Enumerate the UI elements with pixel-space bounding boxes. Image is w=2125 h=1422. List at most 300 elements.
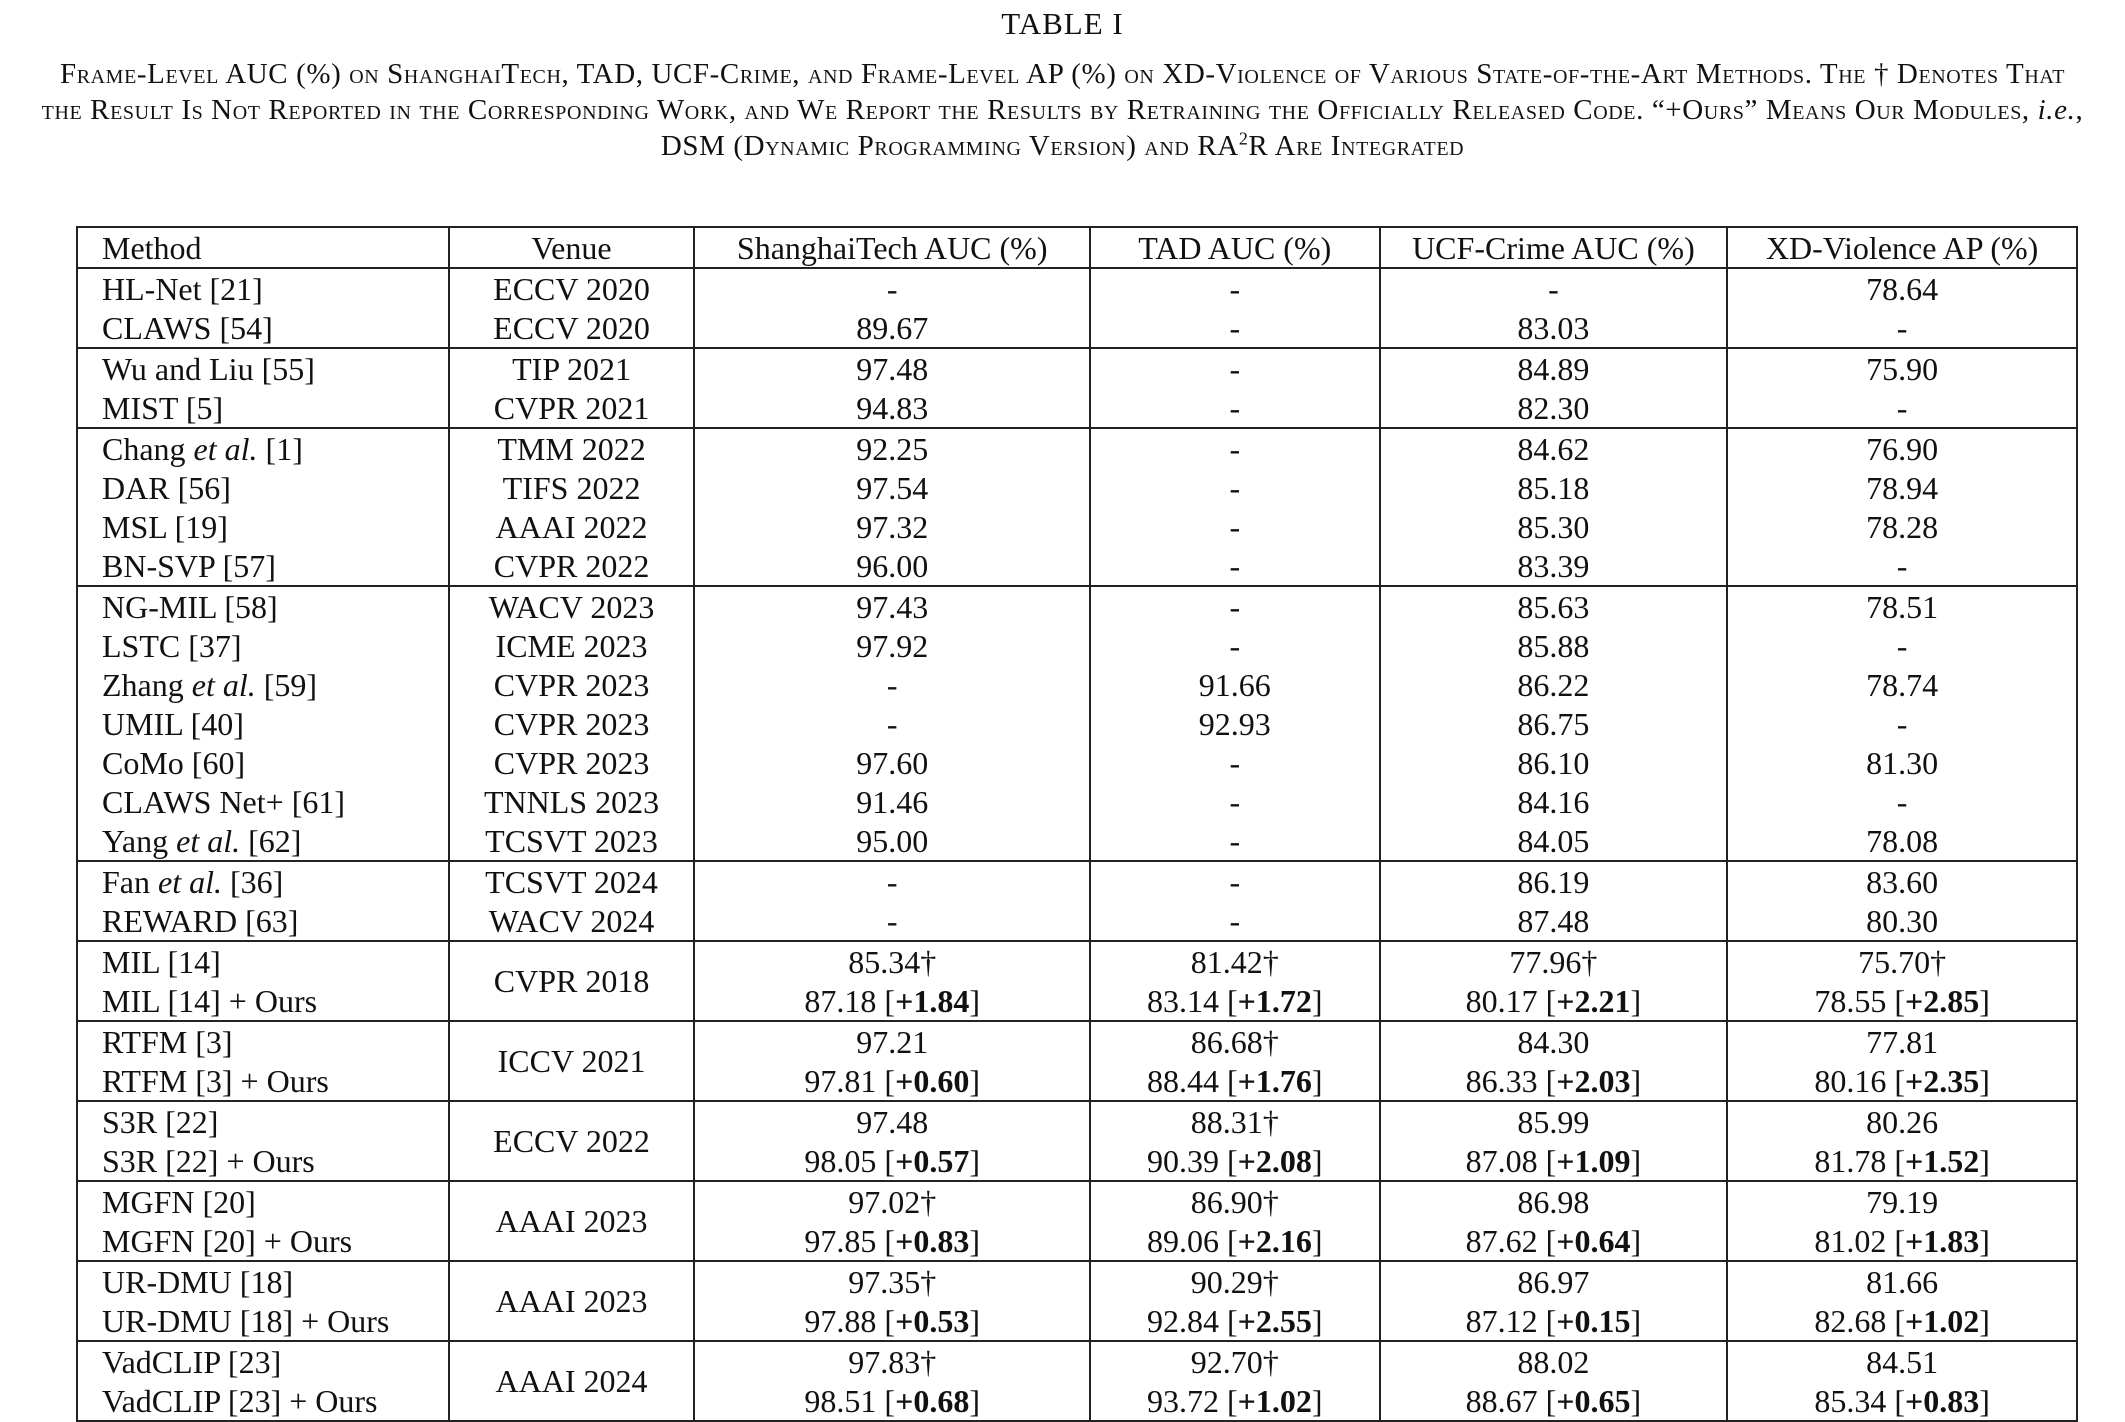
- method-cell: MGFN [20]: [77, 1181, 449, 1221]
- method-ref: [59]: [255, 666, 318, 703]
- table-caption: [40, 56, 2085, 164]
- shanghaitech-cell: [694, 1221, 1090, 1261]
- bracket-close: ]: [1630, 1222, 1642, 1259]
- caption-part4: R Are Integrated: [1248, 130, 1465, 162]
- score-value: 97.85 [: [804, 1222, 896, 1259]
- tad-cell: 81.42†: [1090, 941, 1380, 981]
- venue-cell: CVPR 2023: [449, 665, 695, 704]
- score-value: 93.72 [: [1146, 1382, 1238, 1419]
- ucf-crime-cell: [1380, 1381, 1728, 1421]
- baseline-row: [77, 941, 2077, 981]
- tad-cell: 90.29†: [1090, 1261, 1380, 1301]
- method-ref: [36]: [221, 863, 284, 900]
- table-row: [77, 704, 2077, 743]
- xd-violence-cell: -: [1727, 546, 2077, 586]
- baseline-row: [77, 1101, 2077, 1141]
- venue-cell: ECCV 2022: [449, 1101, 695, 1181]
- bracket-close: ]: [969, 1142, 980, 1179]
- shanghaitech-cell: 85.34†: [694, 941, 1090, 981]
- shanghaitech-cell: 97.54: [694, 468, 1090, 507]
- ucf-crime-cell: 85.30: [1380, 507, 1728, 546]
- score-value: 87.18 [: [804, 982, 896, 1019]
- xd-violence-cell: -: [1727, 626, 2077, 665]
- table-row: [77, 348, 2077, 388]
- caption-part3: , DSM (Dynamic Programming Version) and RA: [660, 94, 2084, 162]
- tad-cell: -: [1090, 821, 1380, 861]
- xd-violence-cell: 76.90: [1727, 428, 2077, 468]
- ucf-crime-cell: 84.16: [1380, 782, 1728, 821]
- score-value: 80.16 [: [1814, 1062, 1906, 1099]
- tad-cell: -: [1090, 782, 1380, 821]
- method-cell: REWARD [63]: [77, 901, 449, 941]
- improvement-delta: +0.65: [1556, 1382, 1631, 1419]
- improvement-delta: +2.85: [1905, 982, 1980, 1019]
- ucf-crime-cell: 86.22: [1380, 665, 1728, 704]
- score-value: 89.06 [: [1146, 1222, 1238, 1259]
- header-ucf-crime: UCF-Crime AUC (%): [1380, 227, 1728, 268]
- method-cell: UR-DMU [18]: [77, 1261, 449, 1301]
- comparison-group: [77, 1341, 2077, 1421]
- result-group: [77, 268, 2077, 348]
- shanghaitech-cell: 97.02†: [694, 1181, 1090, 1221]
- venue-cell: WACV 2023: [449, 586, 695, 626]
- tad-cell: -: [1090, 468, 1380, 507]
- venue-cell: ICCV 2021: [449, 1021, 695, 1101]
- table-header: [77, 227, 2077, 268]
- score-value: 85.34 [: [1814, 1382, 1906, 1419]
- score-value: 88.44 [: [1146, 1062, 1238, 1099]
- method-name: Yang: [102, 822, 177, 859]
- xd-violence-cell: 75.90: [1727, 348, 2077, 388]
- header-shanghaitech: ShanghaiTech AUC (%): [694, 227, 1090, 268]
- table-row: [77, 507, 2077, 546]
- table-row: [77, 626, 2077, 665]
- bracket-close: ]: [1630, 1142, 1642, 1179]
- method-cell: VadCLIP [23]: [77, 1341, 449, 1381]
- tad-cell: -: [1090, 388, 1380, 428]
- method-name: Zhang: [102, 666, 192, 703]
- xd-violence-cell: 75.70†: [1727, 941, 2077, 981]
- method-cell: CLAWS Net+ [61]: [77, 782, 449, 821]
- ours-row: [77, 1141, 2077, 1181]
- improvement-delta: +0.83: [1905, 1382, 1980, 1419]
- table-row: [77, 546, 2077, 586]
- bracket-close: ]: [969, 1222, 980, 1259]
- improvement-delta: +1.84: [895, 982, 970, 1019]
- venue-cell: CVPR 2021: [449, 388, 695, 428]
- caption-dagger: †: [1873, 58, 1890, 90]
- baseline-row: [77, 1181, 2077, 1221]
- venue-cell: CVPR 2023: [449, 704, 695, 743]
- tad-cell: -: [1090, 626, 1380, 665]
- improvement-delta: +2.08: [1237, 1142, 1312, 1179]
- xd-violence-cell: 77.81: [1727, 1021, 2077, 1061]
- score-value: 87.12 [: [1465, 1302, 1557, 1339]
- table-row: [77, 665, 2077, 704]
- ucf-crime-cell: 86.10: [1380, 743, 1728, 782]
- venue-cell: AAAI 2024: [449, 1341, 695, 1421]
- ucf-crime-cell: 85.63: [1380, 586, 1728, 626]
- venue-cell: CVPR 2018: [449, 941, 695, 1021]
- score-value: 97.81 [: [804, 1062, 896, 1099]
- comparison-group: [77, 1021, 2077, 1101]
- tad-cell: -: [1090, 861, 1380, 901]
- bracket-close: ]: [1311, 982, 1323, 1019]
- method-cell: MSL [19]: [77, 507, 449, 546]
- ucf-crime-cell: 88.02: [1380, 1341, 1728, 1381]
- table-row: [77, 428, 2077, 468]
- shanghaitech-cell: 94.83: [694, 388, 1090, 428]
- ours-row: [77, 1381, 2077, 1421]
- shanghaitech-cell: 97.21: [694, 1021, 1090, 1061]
- improvement-delta: +1.83: [1905, 1222, 1980, 1259]
- tad-cell: 91.66: [1090, 665, 1380, 704]
- improvement-delta: +0.64: [1556, 1222, 1631, 1259]
- venue-cell: AAAI 2022: [449, 507, 695, 546]
- venue-cell: CVPR 2022: [449, 546, 695, 586]
- comparison-group: [77, 941, 2077, 1021]
- shanghaitech-cell: 97.60: [694, 743, 1090, 782]
- improvement-delta: +1.09: [1556, 1142, 1631, 1179]
- score-value: 82.68 [: [1814, 1302, 1906, 1339]
- ucf-crime-cell: 85.99: [1380, 1101, 1728, 1141]
- tad-cell: -: [1090, 901, 1380, 941]
- table-row: [77, 743, 2077, 782]
- result-group: [77, 348, 2077, 428]
- xd-violence-cell: [1727, 1381, 2077, 1421]
- xd-violence-cell: 80.30: [1727, 901, 2077, 941]
- tad-cell: [1090, 1301, 1380, 1341]
- xd-violence-cell: 78.64: [1727, 268, 2077, 308]
- bracket-close: ]: [969, 982, 980, 1019]
- ucf-crime-cell: -: [1380, 268, 1728, 308]
- xd-violence-cell: 81.66: [1727, 1261, 2077, 1301]
- table-number: TABLE I: [1001, 6, 1124, 41]
- tad-cell: -: [1090, 743, 1380, 782]
- score-value: 83.14 [: [1146, 982, 1238, 1019]
- ucf-crime-cell: 85.18: [1380, 468, 1728, 507]
- tad-cell: 92.93: [1090, 704, 1380, 743]
- venue-cell: TNNLS 2023: [449, 782, 695, 821]
- tad-cell: [1090, 1381, 1380, 1421]
- venue-cell: TCSVT 2023: [449, 821, 695, 861]
- result-group: [77, 428, 2077, 586]
- venue-cell: TCSVT 2024: [449, 861, 695, 901]
- method-ref: [1]: [257, 430, 303, 467]
- improvement-delta: +0.53: [895, 1302, 970, 1339]
- table-row: [77, 782, 2077, 821]
- shanghaitech-cell: 97.32: [694, 507, 1090, 546]
- venue-cell: ICME 2023: [449, 626, 695, 665]
- bracket-close: ]: [1311, 1142, 1323, 1179]
- method-cell: Wu and Liu [55]: [77, 348, 449, 388]
- improvement-delta: +1.52: [1905, 1142, 1980, 1179]
- venue-cell: ECCV 2020: [449, 308, 695, 348]
- xd-violence-cell: 78.94: [1727, 468, 2077, 507]
- method-ref: [62]: [240, 822, 302, 859]
- method-cell: S3R [22]: [77, 1101, 449, 1141]
- tad-cell: -: [1090, 268, 1380, 308]
- shanghaitech-cell: [694, 1141, 1090, 1181]
- bracket-close: ]: [1311, 1222, 1323, 1259]
- venue-cell: TIFS 2022: [449, 468, 695, 507]
- xd-violence-cell: -: [1727, 308, 2077, 348]
- tad-cell: -: [1090, 308, 1380, 348]
- tad-cell: 92.70†: [1090, 1341, 1380, 1381]
- method-cell: LSTC [37]: [77, 626, 449, 665]
- shanghaitech-cell: [694, 1301, 1090, 1341]
- ucf-crime-cell: 83.39: [1380, 546, 1728, 586]
- ucf-crime-cell: 84.89: [1380, 348, 1728, 388]
- method-name: Chang: [102, 430, 194, 467]
- improvement-delta: +2.35: [1905, 1062, 1980, 1099]
- tad-cell: [1090, 981, 1380, 1021]
- xd-violence-cell: [1727, 1061, 2077, 1101]
- table-row: [77, 821, 2077, 861]
- method-etal: et al.: [193, 430, 258, 467]
- ucf-crime-cell: 86.75: [1380, 704, 1728, 743]
- method-cell: CLAWS [54]: [77, 308, 449, 348]
- tad-cell: -: [1090, 586, 1380, 626]
- tad-cell: -: [1090, 348, 1380, 388]
- method-cell: MIL [14] + Ours: [77, 981, 449, 1021]
- xd-violence-cell: 78.28: [1727, 507, 2077, 546]
- ucf-crime-cell: 82.30: [1380, 388, 1728, 428]
- score-value: 87.62 [: [1465, 1222, 1557, 1259]
- bracket-close: ]: [969, 1062, 980, 1099]
- method-cell: UMIL [40]: [77, 704, 449, 743]
- method-etal: et al.: [158, 863, 222, 900]
- shanghaitech-cell: 97.92: [694, 626, 1090, 665]
- baseline-row: [77, 1261, 2077, 1301]
- venue-cell: TMM 2022: [449, 428, 695, 468]
- caption-part1: Frame-Level AUC (%) on ShanghaiTech, TAD, UCF-Crime, and Frame-Level AP (%) on XD-Violence of Various State-of-the-Art Methods. The: [59, 58, 1874, 90]
- bracket-close: ]: [969, 1382, 980, 1419]
- method-cell: UR-DMU [18] + Ours: [77, 1301, 449, 1341]
- method-cell: RTFM [3] + Ours: [77, 1061, 449, 1101]
- shanghaitech-cell: 95.00: [694, 821, 1090, 861]
- score-value: 87.08 [: [1465, 1142, 1557, 1179]
- improvement-delta: +1.02: [1905, 1302, 1980, 1339]
- improvement-delta: +1.76: [1237, 1062, 1312, 1099]
- results-table: [76, 226, 2078, 1422]
- shanghaitech-cell: -: [694, 665, 1090, 704]
- ucf-crime-cell: [1380, 1141, 1728, 1181]
- shanghaitech-cell: 92.25: [694, 428, 1090, 468]
- improvement-delta: +2.21: [1556, 982, 1631, 1019]
- score-value: 86.33 [: [1465, 1062, 1557, 1099]
- tad-cell: 88.31†: [1090, 1101, 1380, 1141]
- bracket-close: ]: [1630, 1302, 1642, 1339]
- ucf-crime-cell: 84.62: [1380, 428, 1728, 468]
- score-value: 88.67 [: [1465, 1382, 1557, 1419]
- tad-cell: 86.68†: [1090, 1021, 1380, 1061]
- ucf-crime-cell: 84.30: [1380, 1021, 1728, 1061]
- method-cell: RTFM [3]: [77, 1021, 449, 1061]
- table-row: [77, 308, 2077, 348]
- method-cell: [77, 861, 449, 901]
- improvement-delta: +1.02: [1237, 1382, 1312, 1419]
- bracket-close: ]: [1311, 1062, 1323, 1099]
- bracket-close: ]: [1630, 1382, 1642, 1419]
- bracket-close: ]: [1630, 1062, 1642, 1099]
- baseline-row: [77, 1021, 2077, 1061]
- shanghaitech-cell: 89.67: [694, 308, 1090, 348]
- caption-part2: Denotes That the Result Is Not Reported in the Corresponding Work, and We Report the Results by Retraining the Officially Released Code. “+Ours” Means Our Modules,: [41, 58, 2066, 126]
- method-cell: HL-Net [21]: [77, 268, 449, 308]
- method-cell: [77, 428, 449, 468]
- table-row: [77, 586, 2077, 626]
- bracket-close: ]: [1979, 1382, 1990, 1419]
- score-value: 78.55 [: [1814, 982, 1906, 1019]
- shanghaitech-cell: 97.48: [694, 348, 1090, 388]
- ours-row: [77, 1221, 2077, 1261]
- shanghaitech-cell: -: [694, 268, 1090, 308]
- baseline-row: [77, 1341, 2077, 1381]
- method-etal: et al.: [176, 822, 241, 859]
- method-cell: [77, 665, 449, 704]
- score-value: 80.17 [: [1465, 982, 1557, 1019]
- improvement-delta: +0.15: [1556, 1302, 1631, 1339]
- table-row: [77, 468, 2077, 507]
- ucf-crime-cell: [1380, 1221, 1728, 1261]
- comparison-group: [77, 1181, 2077, 1261]
- ucf-crime-cell: 84.05: [1380, 821, 1728, 861]
- method-cell: S3R [22] + Ours: [77, 1141, 449, 1181]
- xd-violence-cell: 83.60: [1727, 861, 2077, 901]
- improvement-delta: +2.16: [1237, 1222, 1312, 1259]
- score-value: 98.51 [: [804, 1382, 896, 1419]
- xd-violence-cell: 78.51: [1727, 586, 2077, 626]
- header-method: Method: [77, 227, 449, 268]
- table-row: [77, 901, 2077, 941]
- method-cell: BN-SVP [57]: [77, 546, 449, 586]
- tad-cell: [1090, 1221, 1380, 1261]
- xd-violence-cell: 84.51: [1727, 1341, 2077, 1381]
- method-cell: CoMo [60]: [77, 743, 449, 782]
- improvement-delta: +0.83: [895, 1222, 970, 1259]
- ucf-crime-cell: [1380, 1301, 1728, 1341]
- xd-violence-cell: -: [1727, 388, 2077, 428]
- shanghaitech-cell: [694, 1381, 1090, 1421]
- venue-cell: ECCV 2020: [449, 268, 695, 308]
- bracket-close: ]: [1979, 982, 1990, 1019]
- xd-violence-cell: [1727, 1141, 2077, 1181]
- caption-ie: i.e.: [2037, 94, 2076, 126]
- method-cell: [77, 821, 449, 861]
- score-value: 98.05 [: [804, 1142, 896, 1179]
- header-tad: TAD AUC (%): [1090, 227, 1380, 268]
- score-value: 81.02 [: [1814, 1222, 1906, 1259]
- tad-cell: [1090, 1141, 1380, 1181]
- shanghaitech-cell: 97.48: [694, 1101, 1090, 1141]
- shanghaitech-cell: 96.00: [694, 546, 1090, 586]
- venue-cell: AAAI 2023: [449, 1181, 695, 1261]
- bracket-close: ]: [1979, 1062, 1990, 1099]
- score-value: 97.88 [: [804, 1302, 896, 1339]
- improvement-delta: +2.03: [1556, 1062, 1631, 1099]
- improvement-delta: +1.72: [1237, 982, 1312, 1019]
- comparison-group: [77, 1261, 2077, 1341]
- tad-cell: [1090, 1061, 1380, 1101]
- venue-cell: WACV 2024: [449, 901, 695, 941]
- xd-violence-cell: 79.19: [1727, 1181, 2077, 1221]
- score-value: 90.39 [: [1146, 1142, 1238, 1179]
- xd-violence-cell: [1727, 981, 2077, 1021]
- result-group: [77, 861, 2077, 941]
- venue-cell: TIP 2021: [449, 348, 695, 388]
- tad-cell: 86.90†: [1090, 1181, 1380, 1221]
- method-cell: MIST [5]: [77, 388, 449, 428]
- tad-cell: -: [1090, 428, 1380, 468]
- ours-row: [77, 981, 2077, 1021]
- ucf-crime-cell: 86.98: [1380, 1181, 1728, 1221]
- bracket-close: ]: [1630, 982, 1642, 1019]
- ucf-crime-cell: 86.19: [1380, 861, 1728, 901]
- table-row: [77, 268, 2077, 308]
- shanghaitech-cell: -: [694, 901, 1090, 941]
- header-venue: Venue: [449, 227, 695, 268]
- venue-cell: AAAI 2023: [449, 1261, 695, 1341]
- improvement-delta: +0.57: [895, 1142, 970, 1179]
- method-cell: VadCLIP [23] + Ours: [77, 1381, 449, 1421]
- caption-superscript: 2: [1238, 128, 1249, 149]
- bracket-close: ]: [1979, 1142, 1990, 1179]
- method-cell: MGFN [20] + Ours: [77, 1221, 449, 1261]
- score-value: 92.84 [: [1146, 1302, 1238, 1339]
- ours-row: [77, 1301, 2077, 1341]
- method-cell: NG-MIL [58]: [77, 586, 449, 626]
- ucf-crime-cell: [1380, 981, 1728, 1021]
- xd-violence-cell: 81.30: [1727, 743, 2077, 782]
- table-row: [77, 388, 2077, 428]
- shanghaitech-cell: -: [694, 861, 1090, 901]
- method-etal: et al.: [191, 666, 256, 703]
- shanghaitech-cell: [694, 981, 1090, 1021]
- bracket-close: ]: [969, 1302, 980, 1339]
- bracket-close: ]: [1979, 1302, 1990, 1339]
- shanghaitech-cell: 91.46: [694, 782, 1090, 821]
- method-cell: DAR [56]: [77, 468, 449, 507]
- improvement-delta: +0.68: [895, 1382, 970, 1419]
- score-value: 81.78 [: [1814, 1142, 1906, 1179]
- ucf-crime-cell: 77.96†: [1380, 941, 1728, 981]
- bracket-close: ]: [1311, 1382, 1323, 1419]
- xd-violence-cell: [1727, 1301, 2077, 1341]
- bracket-close: ]: [1311, 1302, 1323, 1339]
- improvement-delta: +0.60: [895, 1062, 970, 1099]
- venue-cell: CVPR 2023: [449, 743, 695, 782]
- table-row: [77, 861, 2077, 901]
- comparison-group: [77, 1101, 2077, 1181]
- shanghaitech-cell: 97.43: [694, 586, 1090, 626]
- shanghaitech-cell: [694, 1061, 1090, 1101]
- xd-violence-cell: [1727, 1221, 2077, 1261]
- xd-violence-cell: 80.26: [1727, 1101, 2077, 1141]
- xd-violence-cell: -: [1727, 704, 2077, 743]
- ucf-crime-cell: 83.03: [1380, 308, 1728, 348]
- ucf-crime-cell: 86.97: [1380, 1261, 1728, 1301]
- header-xd-violence: XD-Violence AP (%): [1727, 227, 2077, 268]
- header-row: [77, 227, 2077, 268]
- xd-violence-cell: -: [1727, 782, 2077, 821]
- ucf-crime-cell: 85.88: [1380, 626, 1728, 665]
- result-group: [77, 586, 2077, 861]
- shanghaitech-cell: 97.35†: [694, 1261, 1090, 1301]
- method-name: Fan: [102, 863, 158, 900]
- tad-cell: -: [1090, 546, 1380, 586]
- xd-violence-cell: 78.08: [1727, 821, 2077, 861]
